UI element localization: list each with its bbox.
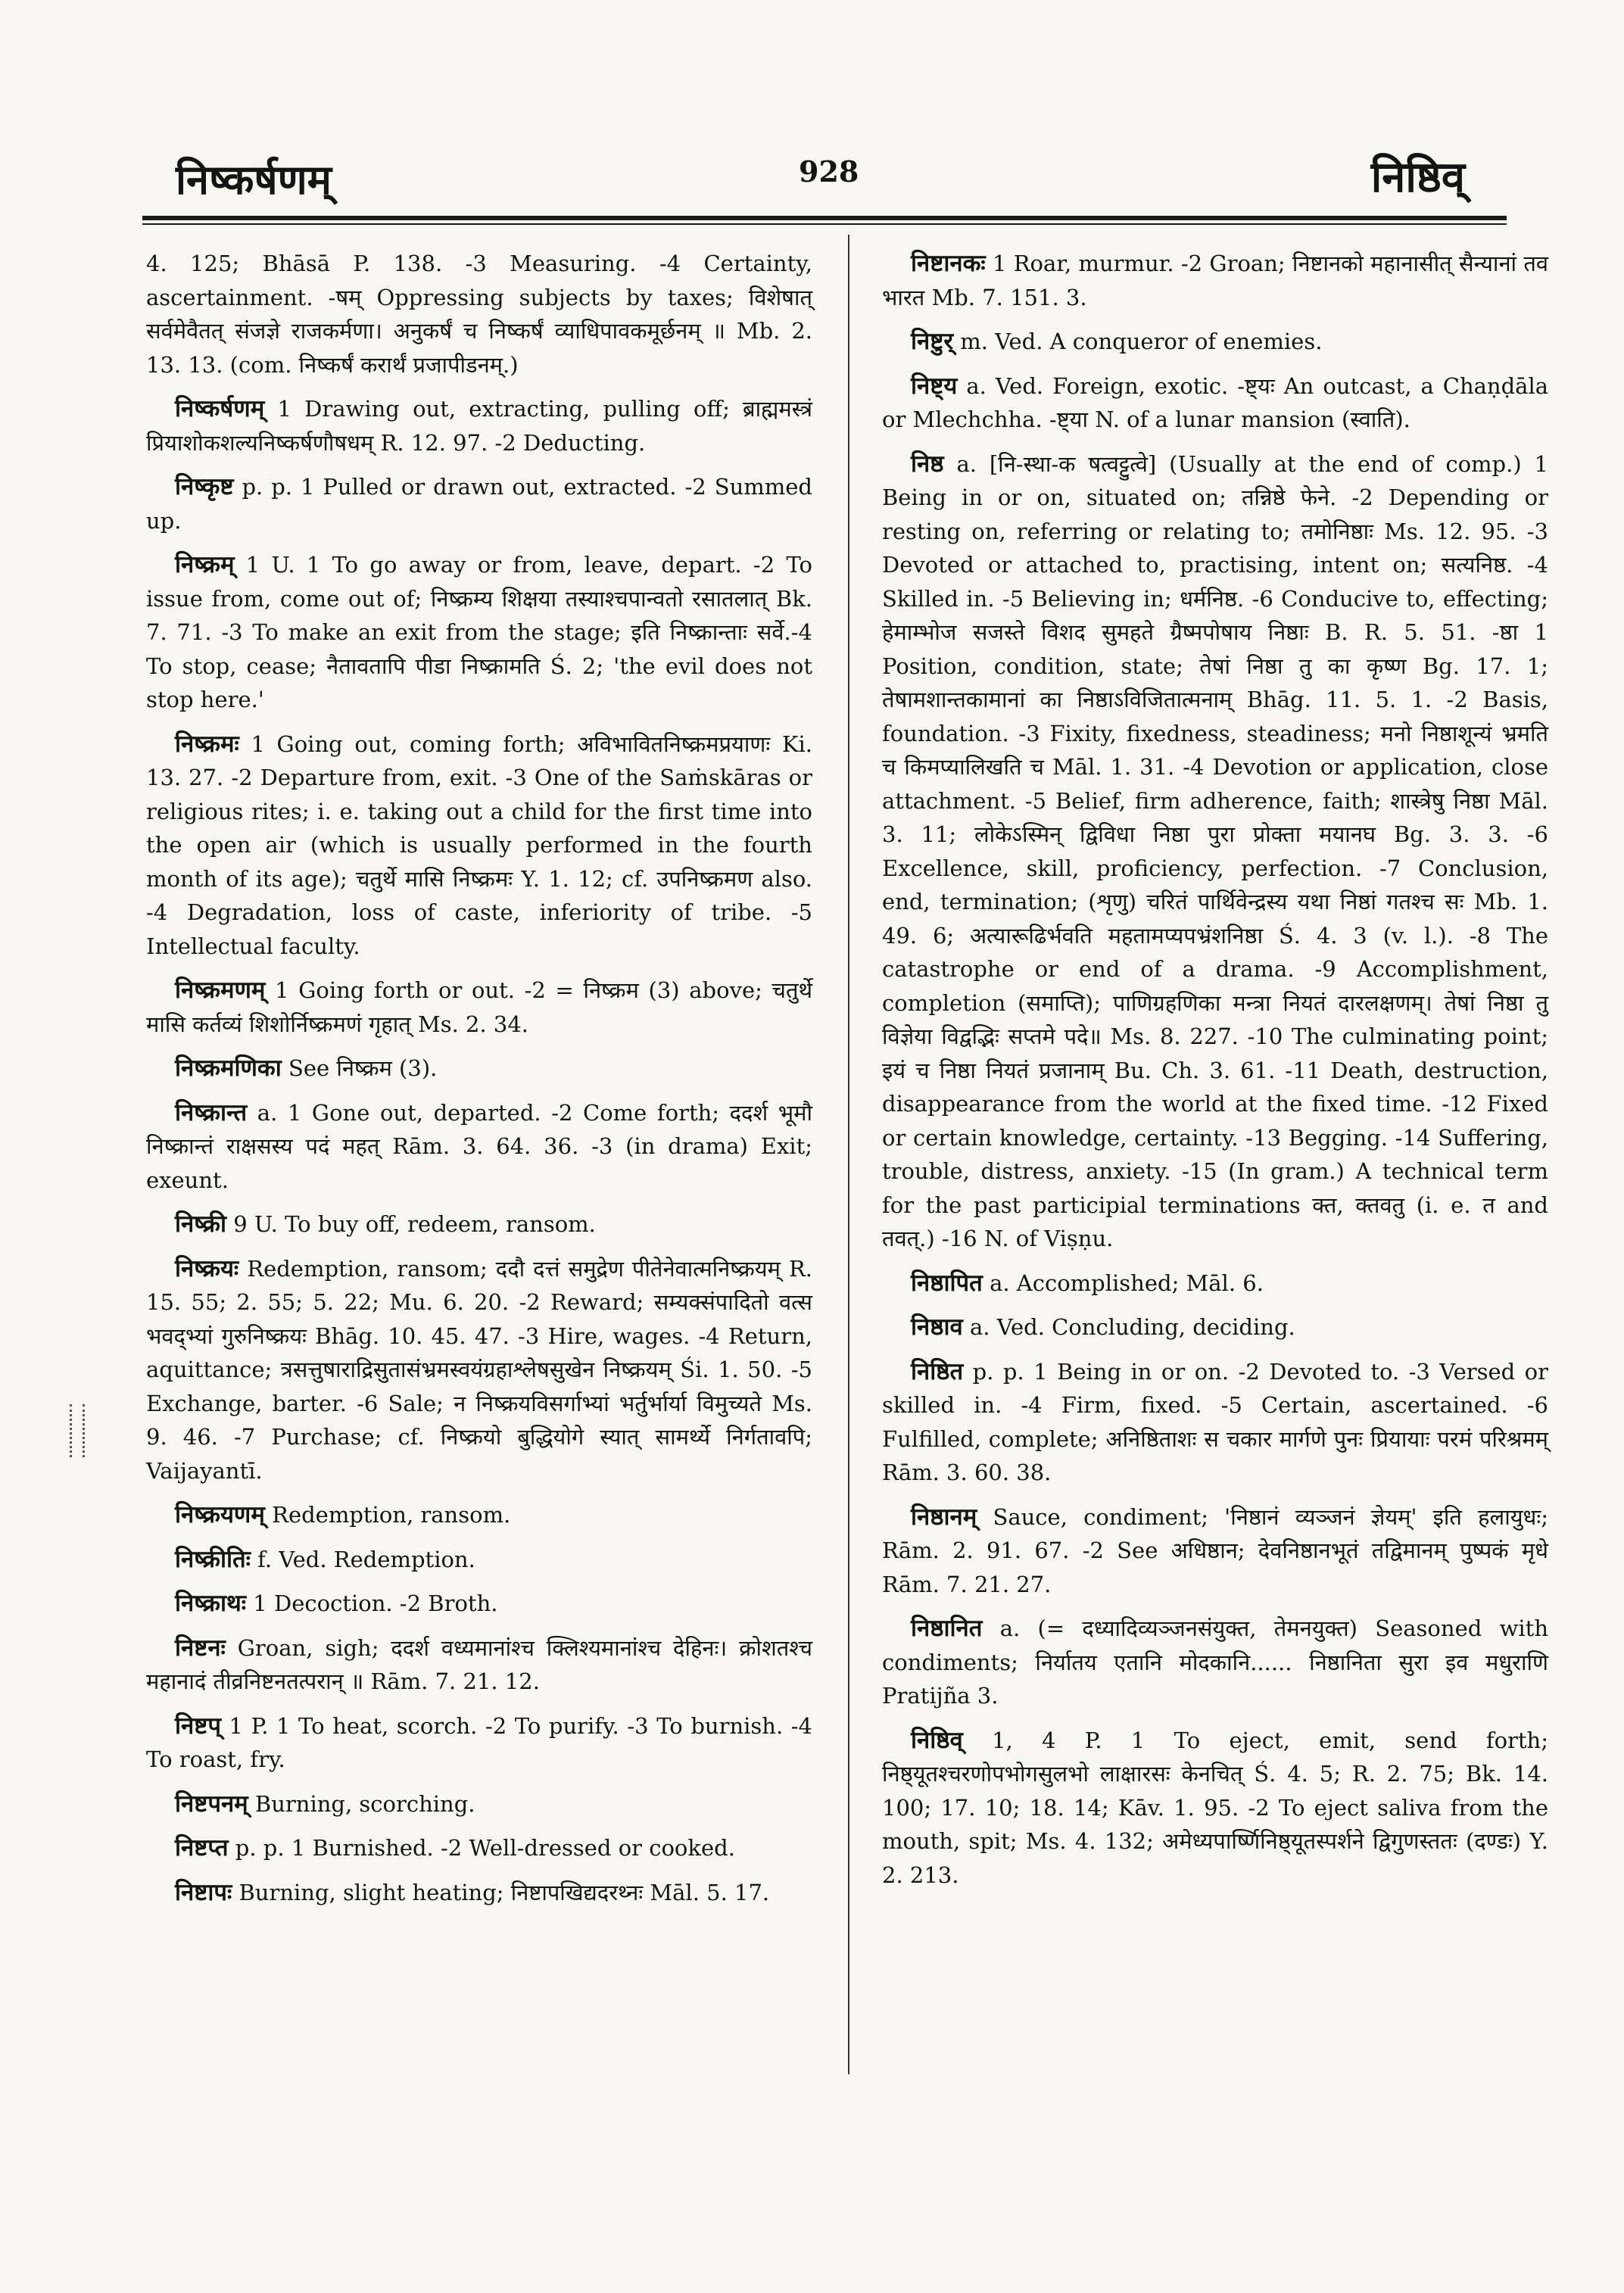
- entry-definition: a. Ved. Foreign, exotic. -ष्ट्यः An outcast, a Chaṇḍāla or Mlechchha. -ष्ट्या N. of a lunar mansion (स्वाति).: [882, 372, 1549, 432]
- entry-headword: निष्टापः: [175, 1878, 232, 1906]
- entry-headword: निष्क्रम्: [175, 551, 235, 578]
- entry-headword: निष्ठापित: [911, 1269, 983, 1297]
- left-column: [146, 247, 812, 1920]
- entry-headword: निष्क्रयणम्: [175, 1501, 265, 1528]
- entry-headword: निष्क्रीतिः: [175, 1545, 251, 1573]
- entry-definition: p. p. 1 Burnished. -2 Well-dressed or cooked.: [235, 1835, 735, 1861]
- entry-definition: m. Ved. A conqueror of enemies.: [960, 329, 1323, 354]
- entry-headword: निष्टनः: [175, 1634, 226, 1662]
- entry-headword: निष्क्रमणिका: [175, 1055, 282, 1082]
- entry-definition: Redemption, ransom; ददौ दत्तं समुद्रेण पीतेनेवात्मनिष्क्रयम् R. 15. 55; 2. 55; 5. 22; Mu. 6. 20. -2 Reward; सम्यक्संपादितो वत्स भवद्भ्यां गुरुनिष्क्रयः Bhāg. 10. 45. 47. -3 Hire, wages. -4 Return, aquittance; त्रसत्तुषाराद्रिसुतासंभ्रमस्वयंग्रहाश्लेषसुखेन निष्क्रयम् Śi. 1. 50. -5 Exchange, barter. -6 Sale; न निष्क्रयविसर्गाभ्यां भर्तुर्भार्या विमुच्यते Ms. 9. 46. -7 Purchase; cf. निष्क्रयो बुद्धियोगे स्यात् सामर्थ्ये निर्गतावपि; Vaijayantī.: [146, 1255, 812, 1484]
- entry-headword: निष्टुर्: [911, 328, 954, 355]
- entry-definition: a. Accomplished; Māl. 6.: [990, 1270, 1264, 1296]
- dictionary-entry: [146, 1787, 812, 1821]
- entry-definition: 1 Going forth or out. -2 = निष्क्रम (3) above; चतुर्थे मासि कर्तव्यं शिशोर्निष्क्रमणं गृहात् Ms. 2. 34.: [146, 977, 813, 1037]
- entry-headword: निष्क्रान्त: [175, 1098, 248, 1126]
- dictionary-entry: [882, 447, 1548, 1256]
- entry-definition: f. Ved. Redemption.: [257, 1546, 475, 1572]
- entry-headword: निष्क्रमः: [175, 730, 239, 758]
- entry-definition: Sauce, condiment; 'निष्ठानं व्यञ्जनं ज्ञेयम्' इति हलायुधः; Rām. 2. 91. 67. -2 See अधिष्ठान; देवनिष्ठानभूतं तद्विमानम् पुष्पकं मृधे Rām. 7. 21. 27.: [882, 1503, 1548, 1597]
- entry-headword: निष्क्राथः: [175, 1590, 247, 1617]
- dictionary-entry: [882, 1500, 1548, 1602]
- dictionary-entry: [146, 727, 812, 964]
- entry-headword: निष्टप्: [175, 1712, 221, 1740]
- entry-definition: See निष्क्रम (3).: [288, 1055, 438, 1081]
- dictionary-entry: [146, 1587, 812, 1621]
- entry-definition: 4. 125; Bhāsā P. 138. -3 Measuring. -4 Certainty, ascertainment. -षम् Oppressing subjects by taxes; विशेषात् सर्वमेवैतत् संजज्ञे राजकर्मणा। अनुकर्षं च निष्कर्षं व्याधिपावकमूर्छनम् ॥ Mb. 2. 13. 13. (com. निष्कर्षं करार्थं प्रजापीडनम्.): [146, 251, 812, 378]
- entry-headword: निष्ठिव्: [911, 1726, 963, 1754]
- entry-definition: Burning, scorching.: [254, 1790, 475, 1817]
- dictionary-entry: [882, 1310, 1548, 1344]
- entry-definition: 1, 4 P. 1 To eject, emit, send forth; निष्ठ्यूतश्चरणोपभोगसुलभो लाक्षारसः केनचित् Ś. 4. 5; R. 2. 75; Bk. 14. 100; 17. 10; 18. 14; Kāv. 1. 95. -2 To eject saliva from the mouth, spit; Ms. 4. 132; अमेध्यपार्ष्णिनिष्ठ्यूतस्पर्शने द्विगुणस्ततः (दण्डः) Y. 2. 213.: [882, 1727, 1549, 1888]
- header-rule-thin: [142, 223, 1507, 225]
- entry-headword: निष्टपनम्: [175, 1790, 248, 1818]
- dictionary-entry: [882, 1612, 1548, 1713]
- dictionary-entry: [146, 1631, 812, 1699]
- entry-definition: 9 U. To buy off, redeem, ransom.: [233, 1211, 596, 1237]
- entry-headword: निष्ठ: [911, 450, 944, 478]
- right-running-headword: निष्ठिव्: [1370, 152, 1465, 202]
- entry-definition: 1 Decoction. -2 Broth.: [253, 1590, 498, 1616]
- right-column: [882, 247, 1548, 1902]
- dictionary-entry: [146, 1207, 812, 1242]
- dictionary-entry: [882, 325, 1548, 359]
- entry-definition: 1 P. 1 To heat, scorch. -2 To purify. -3 To burnish. -4 To roast, fry.: [146, 1712, 813, 1772]
- dictionary-entry: [146, 1831, 812, 1865]
- dictionary-entry: [146, 1876, 812, 1910]
- entry-definition: 1 Drawing out, extracting, pulling off; ब्राह्ममस्त्रं प्रियाशोकशल्यनिष्कर्षणौषधम् R. 12. 97. -2 Deducting.: [146, 396, 812, 456]
- entry-definition: 1 Roar, murmur. -2 Groan; निष्टानको महानासीत् सैन्यानां तव भारत Mb. 7. 151. 3.: [882, 251, 1548, 310]
- entry-headword: निष्ठाव: [911, 1313, 963, 1341]
- dictionary-entry: [146, 470, 812, 537]
- left-running-headword: निष्कर्षणम्: [176, 155, 332, 204]
- margin-mark: [70, 1404, 85, 1457]
- dictionary-entry: [146, 1498, 812, 1532]
- entry-headword: निष्ठित: [911, 1357, 964, 1385]
- entry-headword: निष्ट्य: [911, 372, 958, 400]
- dictionary-entry: [882, 1724, 1548, 1893]
- entry-definition: a. (= दध्यादिव्यञ्जनसंयुक्त, तेमनयुक्त) Seasoned with condiments; निर्यातय एतानि मोदकानि...... निष्ठानिता सुरा इव मधुराणि Pratijña 3.: [882, 1615, 1548, 1709]
- entry-definition: a. Ved. Concluding, deciding.: [969, 1314, 1295, 1340]
- entry-definition: 1 U. 1 To go away or from, leave, depart. -2 To issue from, come out of; निष्क्रम्य शिक्षया तस्याश्चपान्वतो रसातलात् Bk. 7. 71. -3 To make an exit from the stage; इति निष्क्रान्ताः सर्वे.-4 To stop, cease; नैतावतापि पीडा निष्क्रामति Ś. 2; 'the evil does not stop here.': [146, 552, 813, 712]
- entry-definition: 1 Going out, coming forth; अविभावितनिष्क्रमप्रयाणः Ki. 13. 27. -2 Departure from, exit. -3 One of the Saṁskāras or religious rites; i. e. taking out a child for the first time into the open air (which is usually performed in the fourth month of its age); चतुर्थे मासि निष्क्रमः Y. 1. 12; cf. उपनिष्क्रमण also. -4 Degradation, loss of caste, inferiority of tribe. -5 Intellectual faculty.: [146, 731, 812, 959]
- column-divider: [848, 235, 849, 2074]
- page-number: 928: [799, 154, 859, 188]
- entry-headword: निष्टप्त: [175, 1834, 229, 1862]
- dictionary-entry: [882, 1266, 1548, 1301]
- entry-definition: a. 1 Gone out, departed. -2 Come forth; ददर्श भूमौ निष्क्रान्तं राक्षसस्य पदं महत् Rām. 3. 64. 36. -3 (in drama) Exit; exeunt.: [146, 1099, 812, 1193]
- dictionary-entry: [146, 247, 812, 382]
- dictionary-entry: [146, 1051, 812, 1086]
- dictionary-entry: [146, 1543, 812, 1577]
- entry-headword: निष्कृष्ट: [175, 473, 234, 500]
- dictionary-entry: [882, 1355, 1548, 1490]
- dictionary-entry: [146, 548, 812, 717]
- entry-headword: निष्ठानम्: [911, 1503, 977, 1531]
- header-rule: [142, 216, 1507, 220]
- entry-headword: निष्क्री: [175, 1210, 226, 1238]
- entry-definition: p. p. 1 Being in or on. -2 Devoted to. -3 Versed or skilled in. -4 Firm, fixed. -5 Certain, ascertained. -6 Fulfilled, complete; अनिष्ठिताशः स चकार मार्गणे पुनः प्रियायाः परमं परिश्रमम् Rām. 3. 60. 38.: [882, 1358, 1549, 1485]
- entry-headword: निष्ठानित: [911, 1615, 983, 1642]
- dictionary-entry: [882, 369, 1548, 437]
- page-header: [0, 0, 1624, 227]
- dictionary-entry: [146, 392, 812, 460]
- entry-headword: निष्क्रयः: [175, 1254, 239, 1282]
- entry-definition: Burning, slight heating; निष्टापखिद्यदरथ्नः Māl. 5. 17.: [238, 1879, 770, 1905]
- entry-definition: Groan, sigh; ददर्श वध्यमानांश्च क्लिश्यमानांश्च देहिनः। क्रोशतश्च महानादं तीव्रनिष्टनतत्परान् ॥ Rām. 7. 21. 12.: [146, 1634, 812, 1694]
- entry-headword: निष्टानकः: [911, 250, 986, 277]
- dictionary-entry: [146, 1252, 812, 1488]
- dictionary-entry: [146, 1096, 812, 1198]
- entry-definition: a. [नि-स्था-क षत्वट्टुत्वे] (Usually at the end of comp.) 1 Being in or on, situated on; तन्निष्ठे फेने. -2 Depending or resting on, referring or relating to; तमोनिष्ठाः Ms. 12. 95. -3 Devoted or attached to, practising, intent on; सत्यनिष्ठ. -4 Skilled in. -5 Believing in; धर्मनिष्ठ. -6 Conducive to, effecting; हेमाम्भोज सजस्ते विशद सुमहते ग्रैष्मपोषाय निष्ठाः B. R. 5. 51. -ष्ठा 1 Position, condition, state; तेषां निष्ठा तु का कृष्ण Bg. 17. 1; तेषामशान्तकामानां का निष्ठाऽविजितात्मनाम् Bhāg. 11. 5. 1. -2 Basis, foundation. -3 Fixity, fixedness, steadiness; मनो निष्ठाशून्यं भ्रमति च किमप्यालिखति च Māl. 1. 31. -4 Devotion or application, close attachment. -5 Belief, firm adherence, faith; शास्त्रेषु निष्ठा Māl. 3. 11; लोकेऽस्मिन् द्विविधा निष्ठा पुरा प्रोक्ता मयानघ Bg. 3. 3. -6 Excellence, skill, proficiency, perfection. -7 Conclusion, end, termination; (शृणु) चरितं पार्थिवेन्द्रस्य यथा निष्ठां गतश्च सः Mb. 1. 49. 6; अत्यारूढिर्भवति महतामप्यपभ्रंशनिष्ठा Ś. 4. 3 (v. l.). -8 The catastrophe or end of a drama. -9 Accomplishment, completion (समाप्ति); पाणिग्रहणिका मन्त्रा नियतं दारलक्षणम्। तेषां निष्ठा तु विज्ञेया विद्वद्भिः सप्तमे पदे॥ Ms. 8. 227. -10 The culminating point; इयं च निष्ठा नियतं प्रजानाम् Bu. Ch. 3. 61. -11 Death, destruction, disappearance from the world at the fixed time. -12 Fixed or certain knowledge, certainty. -13 Begging. -14 Suffering, trouble, distress, anxiety. -15 (In gram.) A technical term for the past participial terminations क्त, क्तवतु (i. e. त and तवत्.) -16 N. of Viṣṇu.: [882, 450, 1549, 1251]
- entry-definition: p. p. 1 Pulled or drawn out, extracted. -2 Summed up.: [146, 474, 812, 534]
- dictionary-entry: [146, 974, 812, 1041]
- entry-headword: निष्क्रमणम्: [175, 977, 266, 1004]
- entry-headword: निष्कर्षणम्: [175, 395, 265, 422]
- entry-definition: Redemption, ransom.: [272, 1502, 511, 1528]
- dictionary-entry: [146, 1709, 812, 1777]
- dictionary-entry: [882, 247, 1548, 314]
